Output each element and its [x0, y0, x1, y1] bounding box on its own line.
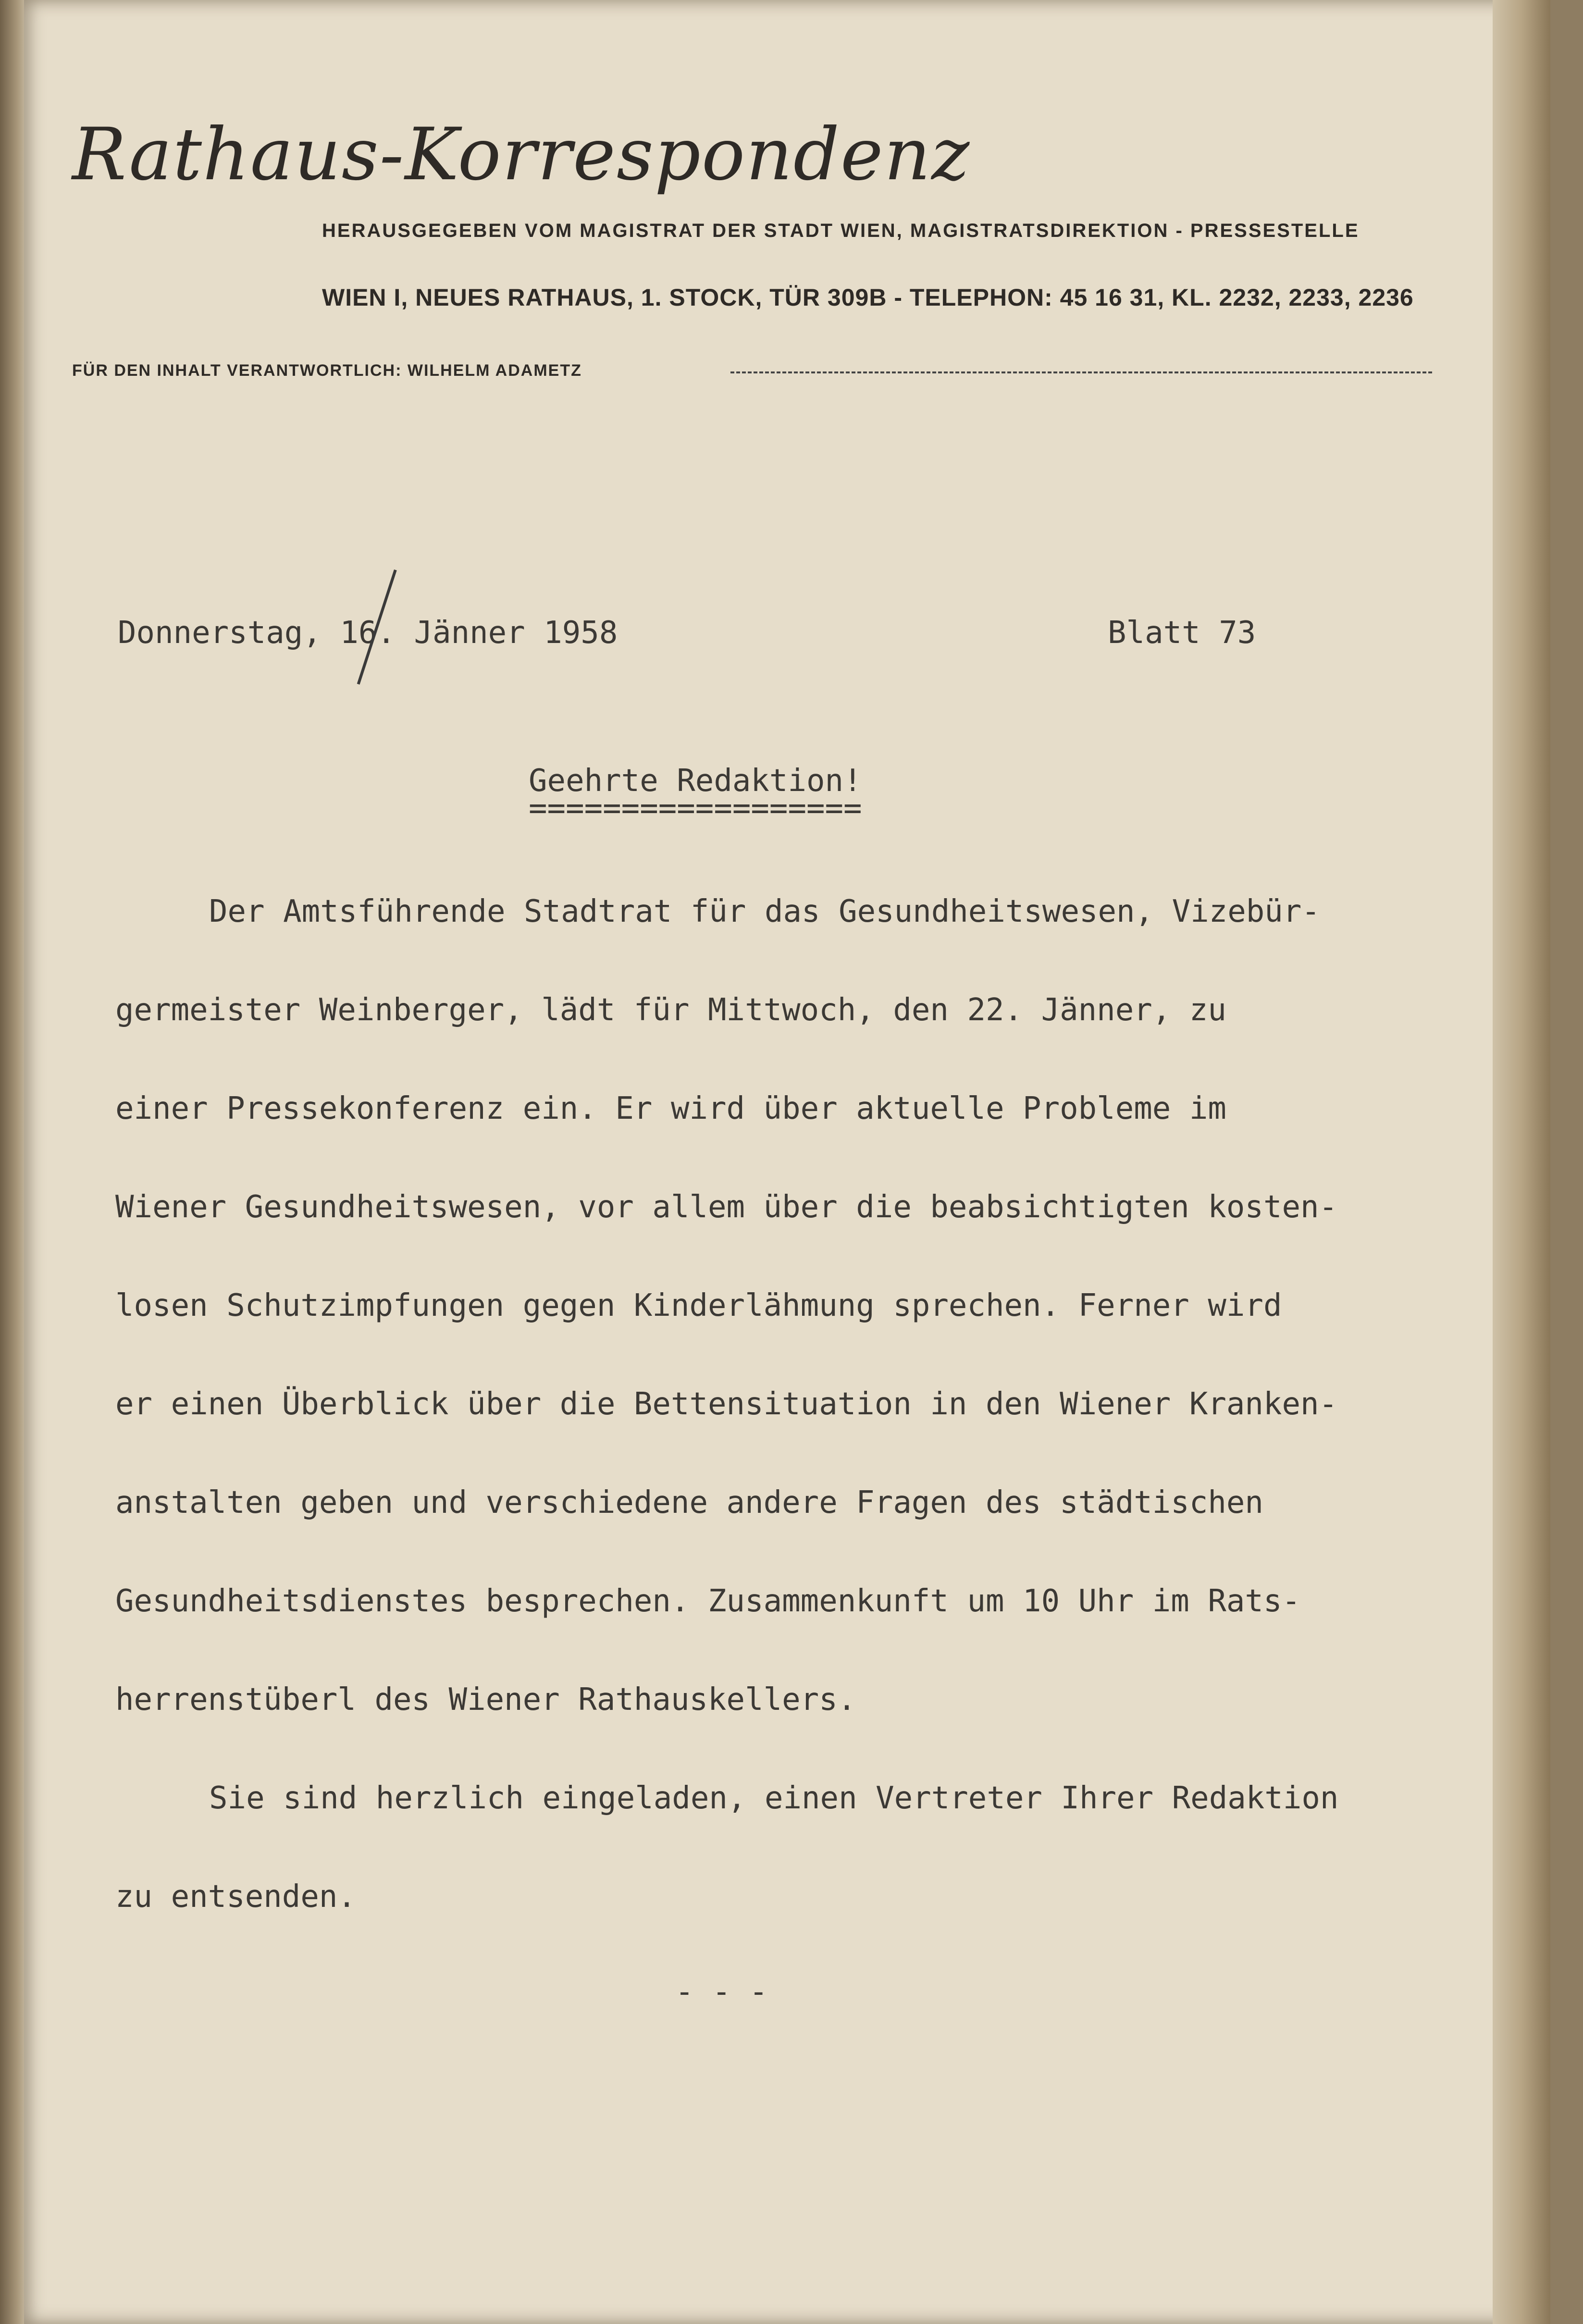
end-marker: - - -	[675, 1974, 768, 2010]
dateline: Donnerstag, 16. Jänner 1958	[118, 615, 618, 651]
page-edge-right	[1493, 0, 1550, 2324]
body-line: zu entsenden.	[115, 1879, 356, 1915]
masthead-title: Rathaus-Korrespondenz	[72, 113, 971, 197]
document-page	[24, 0, 1550, 2324]
sheet-number: Blatt 73	[1108, 615, 1256, 651]
body-line: Sie sind herzlich eingeladen, einen Vertreter Ihrer Redaktion	[209, 1780, 1339, 1816]
body-line: Der Amtsführende Stadtrat für das Gesundheitswesen, Vizebür-	[209, 894, 1320, 929]
body-line: losen Schutzimpfungen gegen Kinderlähmung sprechen. Ferner wird	[115, 1288, 1282, 1323]
body-line: einer Pressekonferenz ein. Er wird über aktuelle Probleme im	[115, 1091, 1226, 1126]
body-line: er einen Überblick über die Bettensituation in den Wiener Kranken-	[115, 1386, 1338, 1422]
body-line: herrenstüberl des Wiener Rathauskellers.	[115, 1682, 856, 1718]
body-line: germeister Weinberger, lädt für Mittwoch, den 22. Jänner, zu	[115, 992, 1226, 1028]
address-line: WIEN I, NEUES RATHAUS, 1. STOCK, TÜR 309B - TELEPHON: 45 16 31, KL. 2232, 2233, 2236	[322, 284, 1414, 311]
responsible-line: FÜR DEN INHALT VERANTWORTLICH: WILHELM ADAMETZ	[72, 361, 582, 380]
body-line: Wiener Gesundheitswesen, vor allem über die beabsichtigten kosten-	[115, 1189, 1338, 1225]
publisher-line: HERAUSGEGEBEN VOM MAGISTRAT DER STADT WIEN, MAGISTRATSDIREKTION - PRESSESTELLE	[322, 220, 1360, 241]
header-rule	[730, 371, 1432, 373]
salutation: Geehrte Redaktion!	[529, 763, 862, 799]
body-line: anstalten geben und verschiedene andere Fragen des städtischen	[115, 1485, 1263, 1520]
salutation-underline: ==================	[529, 791, 862, 826]
body-line: Gesundheitsdienstes besprechen. Zusammenkunft um 10 Uhr im Rats-	[115, 1583, 1300, 1619]
